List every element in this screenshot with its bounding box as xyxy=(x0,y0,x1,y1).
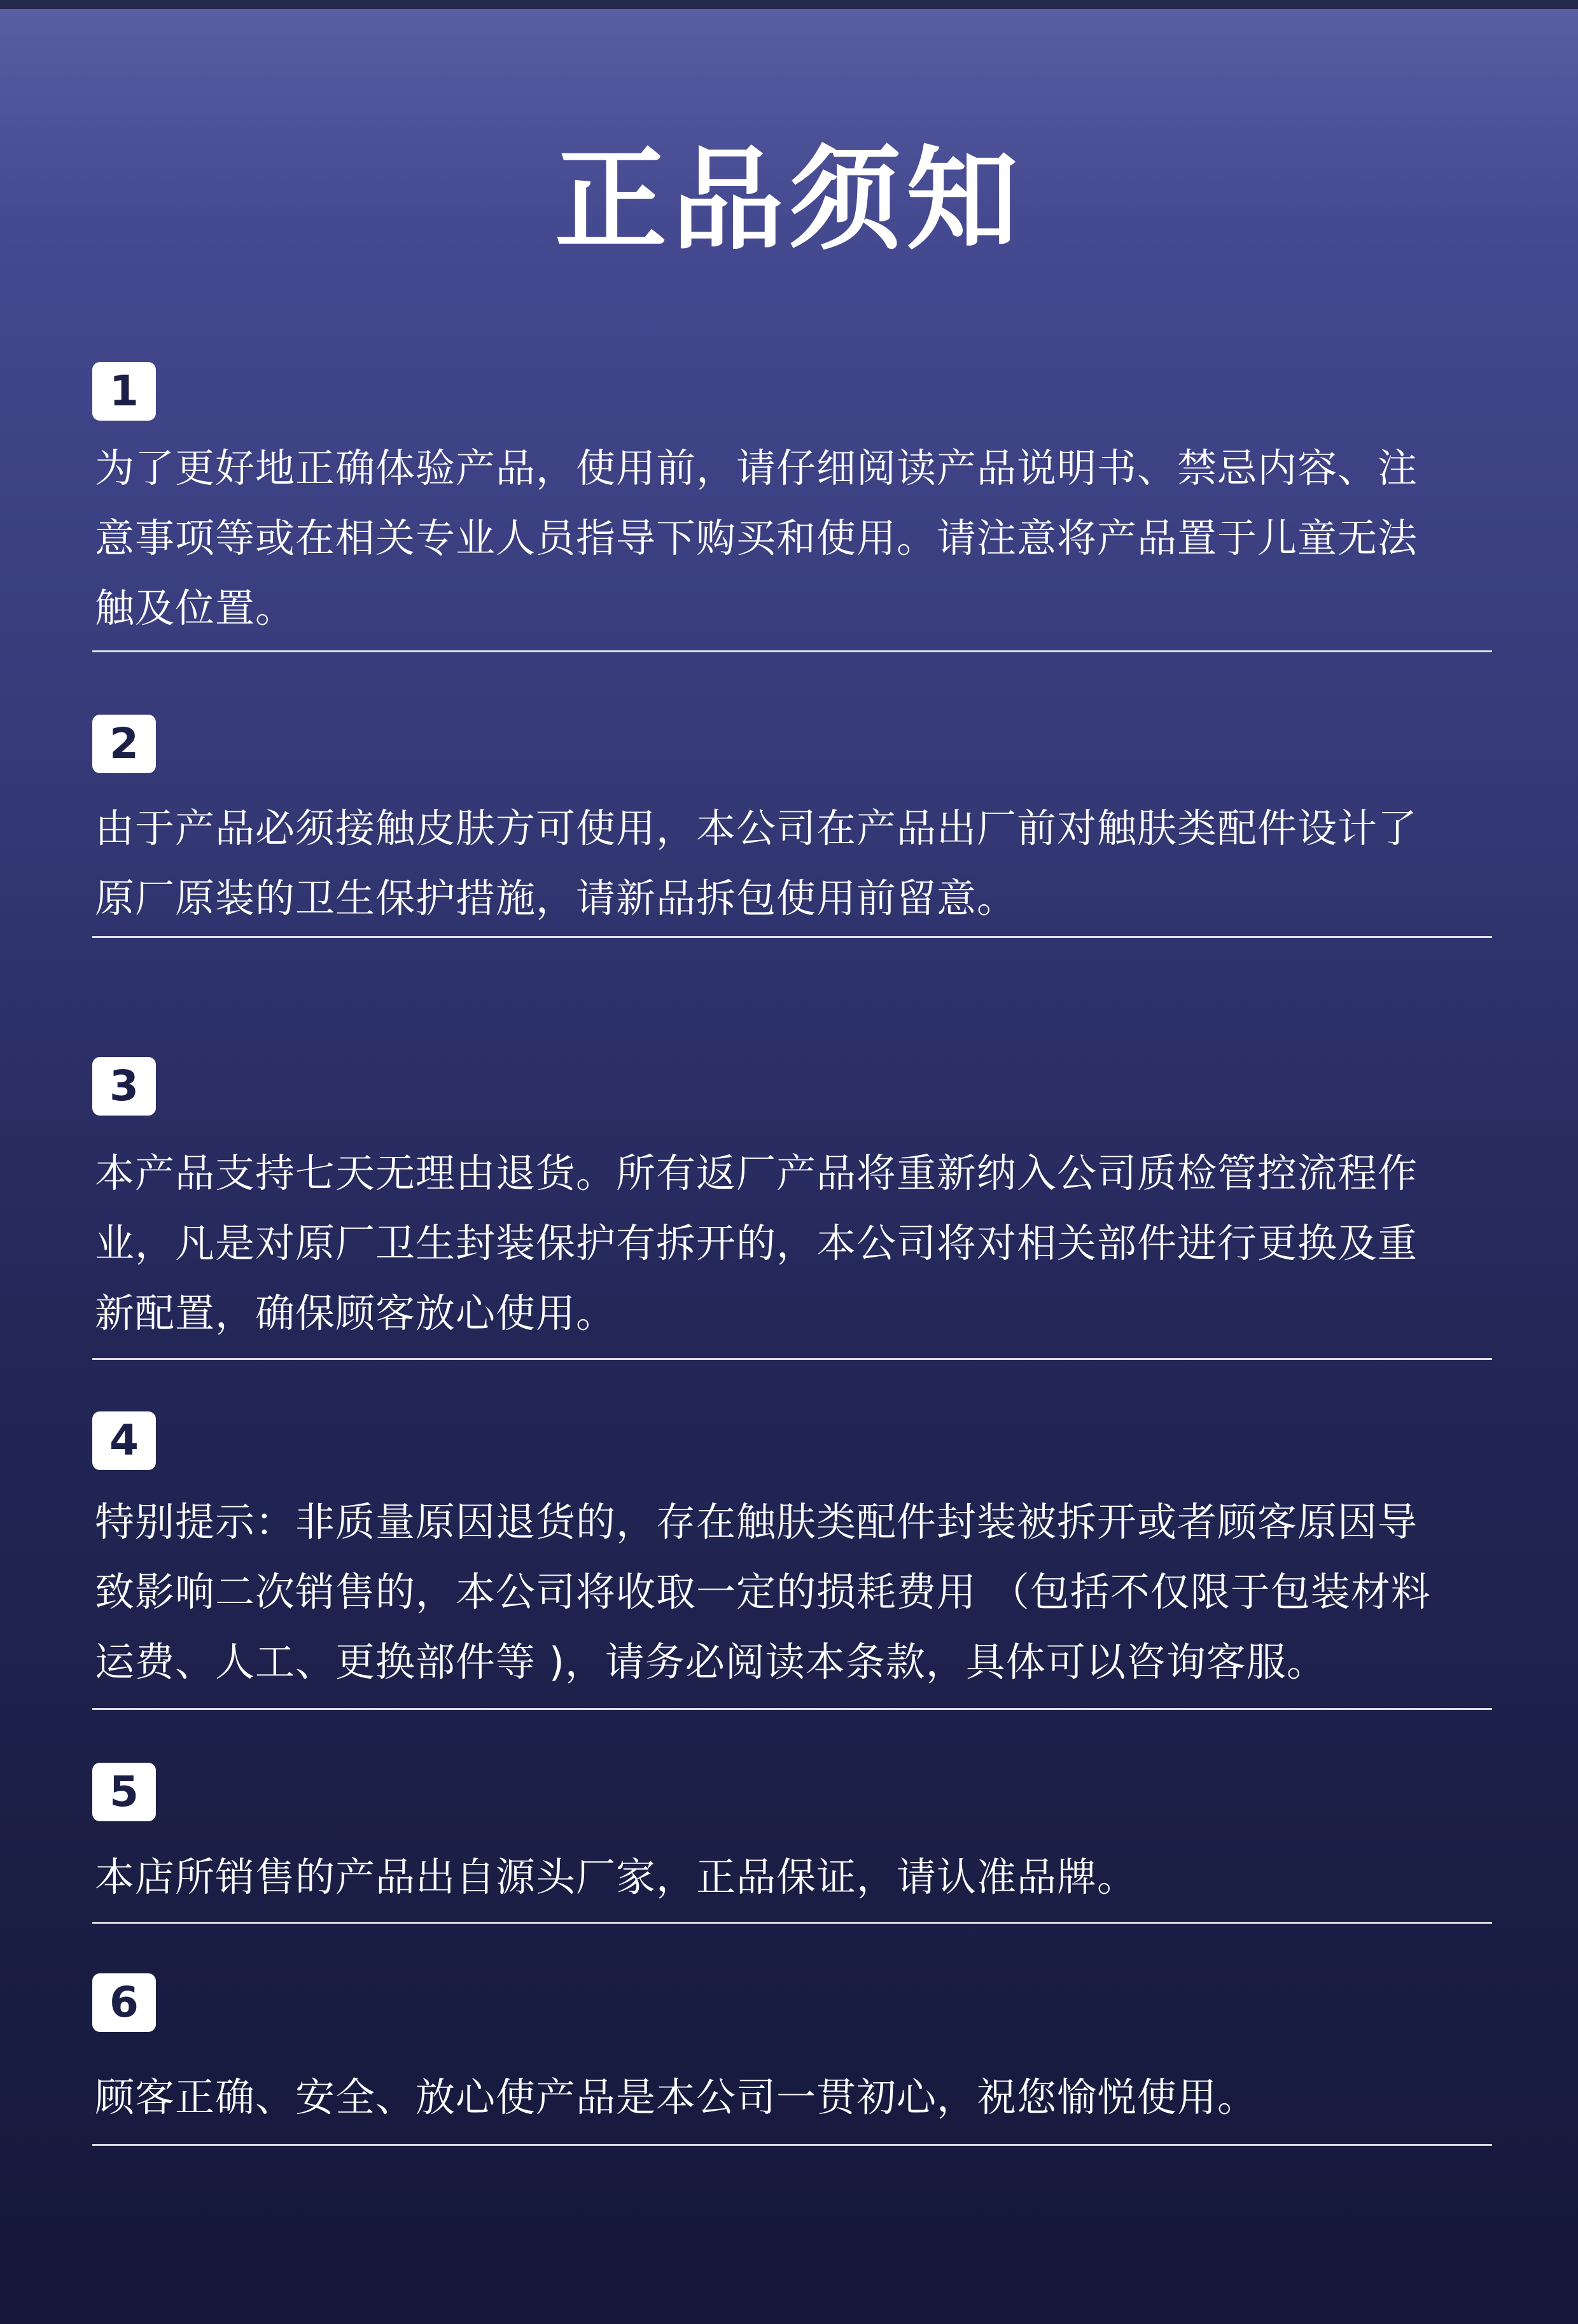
notice-text: 本产品支持七天无理由退货。所有返厂产品将重新纳入公司质检管控流程作 业，凡是对原厂卫生封装保护有拆开的，本公司将对相关部件进行更换及重 新配置，确保顾客放心使用。 xyxy=(95,1150,1418,1336)
notice-text: 特别提示：非质量原因退货的，存在触肤类配件封装被拆开或者顾客原因导 致影响二次销售的，本公司将收取一定的损耗费用 （包括不仅限于包装材料 运费、人工、更换部件等 )，请务必阅读本条款，具体可以咨询客服。 xyxy=(95,1499,1431,1685)
divider xyxy=(92,650,1492,652)
top-strip xyxy=(0,0,1578,9)
divider xyxy=(92,936,1492,938)
notice-text: 本店所销售的产品出自源头厂家，正品保证，请认准品牌。 xyxy=(95,1854,1138,1900)
number-badge: 4 xyxy=(92,1411,156,1470)
divider xyxy=(92,1922,1492,1924)
divider xyxy=(92,1708,1492,1710)
notice-text: 由于产品必须接触皮肤方可使用，本公司在产品出厂前对触肤类配件设计了 原厂原装的卫生保护措施，请新品拆包使用前留意。 xyxy=(95,805,1418,921)
notice-text: 为了更好地正确体验产品，使用前，请仔细阅读产品说明书、禁忌内容、注 意事项等或在相关专业人员指导下购买和使用。请注意将产品置于儿童无法 触及位置。 xyxy=(95,445,1418,631)
number-badge: 6 xyxy=(92,1973,156,2032)
number-badge: 5 xyxy=(92,1763,156,1821)
number-badge: 2 xyxy=(92,715,156,773)
number-badge: 3 xyxy=(92,1057,156,1116)
divider xyxy=(92,2144,1492,2146)
notice-text: 顾客正确、安全、放心使产品是本公司一贯初心，祝您愉悦使用。 xyxy=(95,2074,1258,2120)
page-title: 正品须知 xyxy=(554,135,1023,265)
number-badge: 1 xyxy=(92,362,156,421)
divider xyxy=(92,1358,1492,1360)
